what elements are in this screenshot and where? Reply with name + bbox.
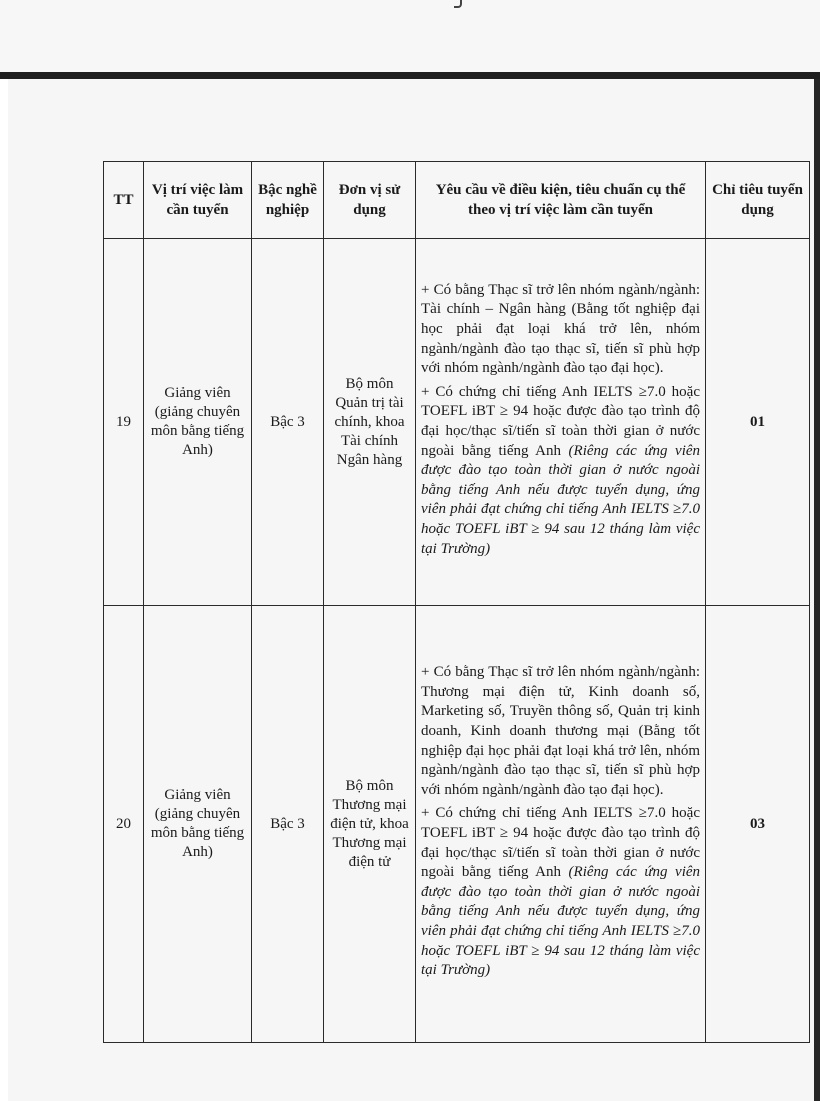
table-row bbox=[104, 239, 810, 606]
row-grade: Bậc 3 bbox=[252, 606, 324, 1043]
requirement-language-text: + Có chứng chỉ tiếng Anh IELTS ≥7.0 hoặc TOEFL iBT ≥ 94 hoặc được đào tạo trình độ đại học/thạc sĩ/tiến sĩ toàn thời gian ở nước ngoài bằng tiếng Anh bbox=[421, 383, 700, 459]
header-position: Vị trí việc làm cần tuyển bbox=[144, 162, 252, 239]
row-grade: Bậc 3 bbox=[252, 239, 324, 606]
requirement-language bbox=[421, 383, 700, 559]
recruitment-table bbox=[103, 161, 810, 1043]
row-quota: 01 bbox=[706, 239, 810, 606]
row-quota: 03 bbox=[706, 606, 810, 1043]
header-unit: Đơn vị sử dụng bbox=[324, 162, 416, 239]
row-requirements bbox=[416, 239, 706, 606]
row-requirements bbox=[416, 606, 706, 1043]
page-divider bbox=[0, 72, 820, 79]
header-grade: Bậc nghề nghiệp bbox=[252, 162, 324, 239]
table-header-row bbox=[104, 162, 810, 239]
requirement-language-text: + Có chứng chỉ tiếng Anh IELTS ≥7.0 hoặc TOEFL iBT ≥ 94 hoặc được đào tạo trình độ đại học/thạc sĩ/tiến sĩ toàn thời gian ở nước ngoài bằng tiếng Anh bbox=[421, 805, 700, 881]
row-position: Giảng viên (giảng chuyên môn bằng tiếng Anh) bbox=[144, 606, 252, 1043]
header-tt: TT bbox=[104, 162, 144, 239]
requirement-language bbox=[421, 804, 700, 980]
page-mark bbox=[454, 0, 462, 8]
scrollbar-edge bbox=[814, 79, 820, 1101]
header-quota: Chỉ tiêu tuyển dụng bbox=[706, 162, 810, 239]
previous-page-area bbox=[0, 0, 820, 72]
row-tt: 20 bbox=[104, 606, 144, 1043]
requirement-degree: + Có bằng Thạc sĩ trở lên nhóm ngành/ngành: Tài chính – Ngân hàng (Bằng tốt nghiệp đại học phải đạt loại khá trở lên, nhóm ngành/ngành đào tạo thạc sĩ, tiến sĩ phù hợp với nhóm ngành/ngành đào tạo đại học). bbox=[421, 281, 700, 377]
requirement-language-note: (Riêng các ứng viên được đào tạo toàn thời gian ở nước ngoài bằng tiếng Anh nếu được tuyển dụng, ứng viên phải đạt chứng chỉ tiếng Anh IELTS ≥7.0 hoặc TOEFL iBT ≥ 94 sau 12 tháng làm việc tại Trường) bbox=[421, 864, 701, 979]
row-unit: Bộ môn Thương mại điện tử, khoa Thương mại điện tử bbox=[324, 606, 416, 1043]
row-unit: Bộ môn Quản trị tài chính, khoa Tài chính Ngân hàng bbox=[324, 239, 416, 606]
requirement-degree: + Có bằng Thạc sĩ trở lên nhóm ngành/ngành: Thương mại điện tử, Kinh doanh số, Marketing số, Truyền thông số, Quản trị kinh doanh, Kinh doanh thương mại (Bằng tốt nghiệp đại học phải đạt loại khá trở lên, nhóm ngành/ngành đào tạo thạc sĩ, tiến sĩ phù hợp với nhóm ngành/ngành đào tạo đại học). bbox=[421, 664, 700, 798]
row-tt: 19 bbox=[104, 239, 144, 606]
header-requirements: Yêu cầu về điều kiện, tiêu chuẩn cụ thể theo vị trí việc làm cần tuyển bbox=[416, 162, 706, 239]
table-row bbox=[104, 606, 810, 1043]
requirement-language-note: (Riêng các ứng viên được đào tạo toàn thời gian ở nước ngoài bằng tiếng Anh nếu được tuyển dụng, ứng viên phải đạt chứng chỉ tiếng Anh IELTS ≥7.0 hoặc TOEFL iBT ≥ 94 sau 12 tháng làm việc tại Trường) bbox=[421, 442, 701, 557]
row-position: Giảng viên (giảng chuyên môn bằng tiếng Anh) bbox=[144, 239, 252, 606]
